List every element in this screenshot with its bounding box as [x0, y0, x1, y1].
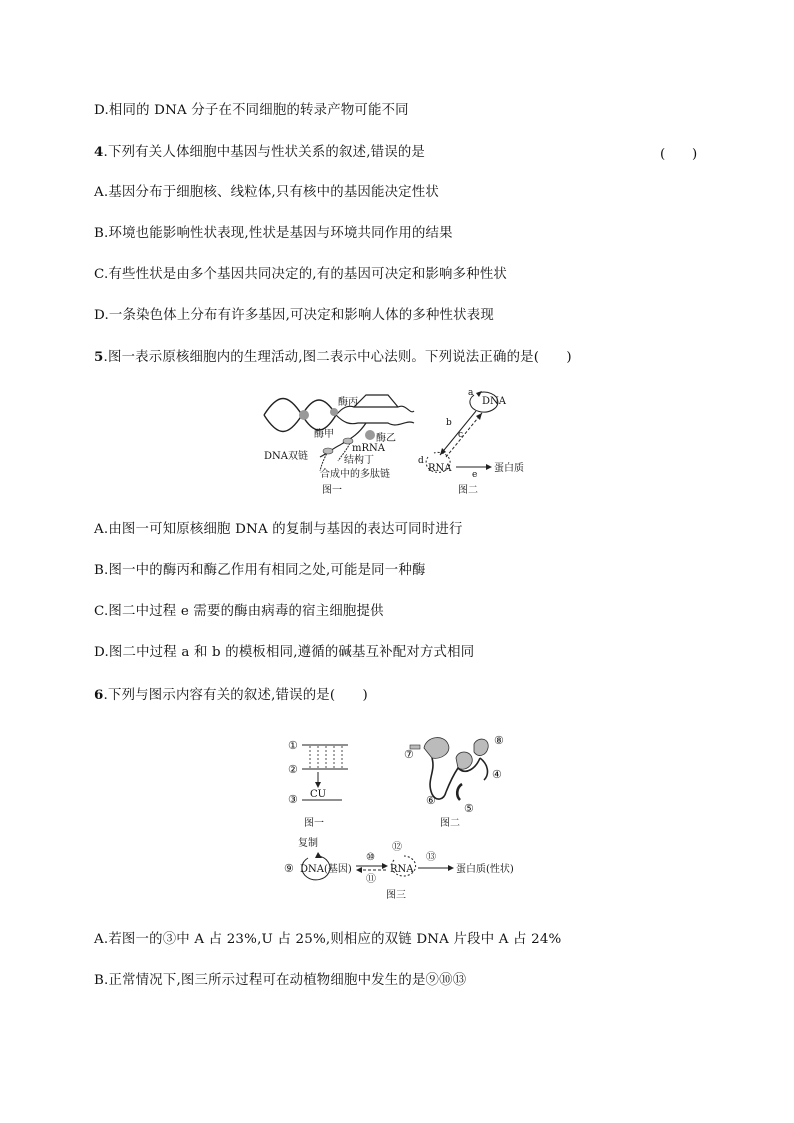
q4-stem-text: .下列有关人体细胞中基因与性状关系的叙述,错误的是	[103, 145, 426, 160]
q4-option-d: D.一条染色体上分布有许多基因,可决定和影响人体的多种性状表现	[94, 308, 494, 323]
label-cu: CU	[310, 789, 327, 800]
q4-stem	[94, 143, 425, 162]
label-dna-double: DNA双链	[264, 451, 308, 462]
q5-figure-2	[416, 385, 536, 497]
label-3: ③	[288, 793, 298, 806]
q4-number: 4	[94, 144, 104, 160]
q5-option-a: A.由图一可知原核细胞 DNA 的复制与基因的表达可同时进行	[94, 522, 463, 537]
ribosome-2	[323, 448, 333, 454]
label-enzyme-yi: 酶乙	[376, 433, 396, 444]
label-protein-trait: 蛋白质(性状)	[456, 864, 514, 875]
q6-figure-3-caption: 图三	[386, 890, 406, 901]
label-8: ⑧	[494, 734, 504, 747]
q6-figure-1	[286, 734, 356, 830]
q6-number: 6	[94, 687, 104, 703]
replicate-arrow-head	[315, 852, 322, 858]
label-c: c	[458, 430, 464, 440]
ribosome-large-3	[474, 739, 488, 755]
label-a: a	[468, 388, 474, 398]
label-11: ⑪	[366, 874, 376, 885]
enzyme-bing-shape	[330, 408, 338, 416]
label-enzyme-bing: 酶丙	[338, 397, 358, 408]
q5-number: 5	[94, 349, 104, 365]
label-polypeptide: 合成中的多肽链	[320, 469, 390, 480]
label-10: ⑩	[366, 852, 375, 863]
q5-option-b: B.图一中的酶丙和酶乙作用有相同之处,可能是同一种酶	[94, 563, 426, 578]
label-protein: 蛋白质	[494, 463, 524, 474]
ribosome-large-1	[424, 738, 449, 759]
label-13: ⑬	[426, 852, 436, 863]
q5-option-d: D.图二中过程 a 和 b 的模板相同,遵循的碱基互补配对方式相同	[94, 645, 475, 660]
label-mrna: mRNA	[352, 443, 385, 454]
peptide-strand	[457, 784, 462, 800]
base-pairs	[310, 746, 342, 768]
q4-option-b: B.环境也能影响性状表现,性状是基因与环境共同作用的结果	[94, 226, 453, 241]
q6-figure-1-caption: 图一	[304, 818, 324, 829]
label-enzyme-jia: 酶甲	[314, 429, 334, 440]
mrna-strand-3	[480, 758, 487, 780]
q4-option-c: C.有些性状是由多个基因共同决定的,有的基因可决定和影响多种性状	[94, 267, 508, 282]
label-structure-ding: 结构丁	[344, 455, 374, 466]
q6-option-a: A.若图一的③中 A 占 23%,U 占 25%,则相应的双链 DNA 片段中 A 占 24%	[94, 932, 562, 947]
q6-stem	[94, 686, 368, 705]
q5-figure-1-caption: 图一	[322, 485, 342, 496]
arrow-11-head	[356, 867, 362, 873]
label-2: ②	[288, 763, 298, 776]
arrow-10-head	[382, 863, 388, 869]
q5-stem	[94, 348, 572, 367]
q6-figure-3	[280, 834, 520, 906]
label-b: b	[446, 418, 452, 428]
mrna-strand	[430, 758, 446, 799]
arrow-c-head	[476, 413, 482, 420]
enzyme-jia-shape	[299, 410, 309, 420]
label-d: d	[418, 456, 424, 466]
label-replicate: 复制	[298, 838, 318, 849]
label-1: ①	[288, 739, 298, 752]
label-5: ⑤	[464, 802, 474, 815]
q5-option-c: C.图二中过程 e 需要的酶由病毒的宿主细胞提供	[94, 604, 384, 619]
q5-figure-2-caption: 图二	[458, 485, 478, 496]
label-9: ⑨	[284, 862, 294, 875]
q6-figure-2	[396, 728, 512, 830]
q6-stem-text: .下列与图示内容有关的叙述,错误的是( )	[103, 688, 368, 703]
label-4: ④	[492, 768, 502, 781]
label-12: ⑫	[392, 842, 402, 853]
q5-stem-text: .图一表示原核细胞内的生理活动,图二表示中心法则。下列说法正确的是( )	[103, 350, 572, 365]
q4-option-a: A.基因分布于细胞核、线粒体,只有核中的基因能决定性状	[94, 185, 439, 200]
label-rna: RNA	[428, 463, 452, 474]
label-7: ⑦	[404, 748, 414, 761]
transcription-arrow-head	[315, 782, 321, 788]
label-dna-gene: DNA(基因)	[300, 864, 352, 875]
enzyme-yi-shape	[365, 430, 375, 440]
label-6: ⑥	[426, 794, 436, 807]
label-rna: RNA	[390, 864, 414, 875]
q6-figure-2-caption: 图二	[440, 818, 460, 829]
label-dna: DNA	[482, 396, 506, 407]
q6-option-b: B.正常情况下,图三所示过程可在动植物细胞中发生的是⑨⑩⑬	[94, 973, 467, 988]
ribosome-large-2	[456, 752, 472, 769]
q5-figure-1	[258, 385, 418, 497]
dna-strand-4	[336, 415, 414, 425]
q3-option-d: D.相同的 DNA 分子在不同细胞的转录产物可能不同	[94, 103, 409, 118]
arrow-13-head	[448, 865, 454, 871]
arrow-e-head	[486, 464, 492, 470]
q4-answer-blank: ( )	[660, 147, 698, 162]
transcription-bubble	[354, 395, 398, 407]
label-e: e	[472, 470, 478, 480]
